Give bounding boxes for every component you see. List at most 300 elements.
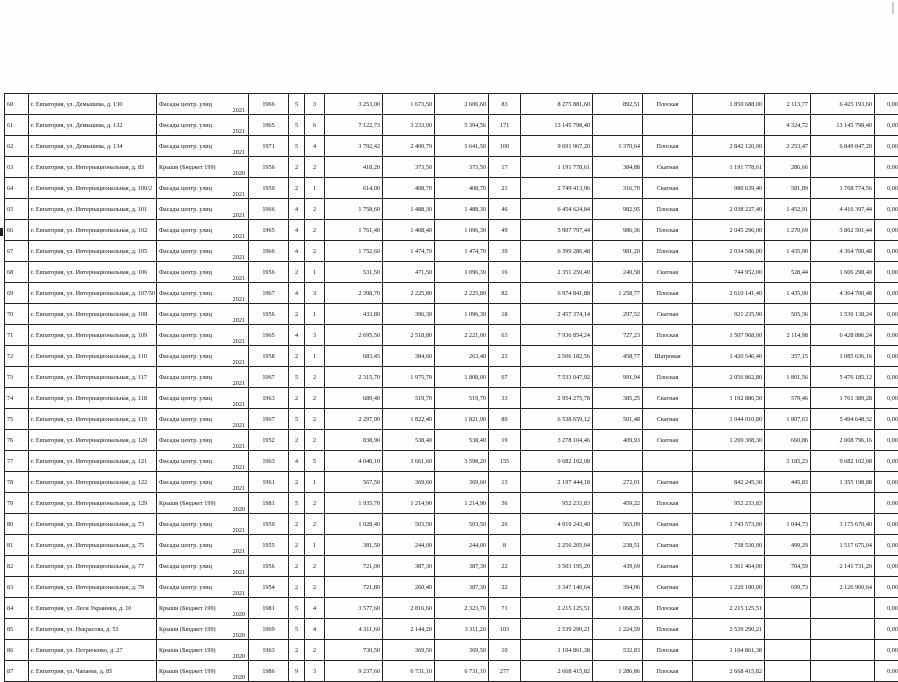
cell-unit-cost: 501,48 (593, 409, 643, 430)
cell-roof-cost: 1 104 861,38 (693, 640, 765, 661)
cell-year-built: 1956 (249, 262, 289, 283)
cell-row-number: 83 (5, 577, 29, 598)
program-year: 2021 (233, 212, 245, 219)
table-row (5, 199, 898, 220)
cell-living-area: 2 518,80 (383, 325, 435, 346)
program-year: 2021 (233, 527, 245, 534)
cell-work-type (157, 94, 249, 115)
cell-roof-type: Скатная (643, 535, 693, 556)
cell-residents: 100 (489, 136, 521, 157)
cell-entrances: 2 (305, 493, 325, 514)
cell-zero-value: 0,00 (875, 598, 898, 619)
cell-roof-area: 369,60 (435, 472, 489, 493)
cell-zero-value: 0,00 (875, 619, 898, 640)
cell-row-number: 68 (5, 262, 29, 283)
cell-year-built: 1956 (249, 556, 289, 577)
cell-floors: 5 (289, 367, 305, 388)
cell-year-built: 1959 (249, 178, 289, 199)
table-row (5, 556, 898, 577)
work-type-label: Фасады центр. улиц (159, 248, 246, 255)
cell-entrances: 2 (305, 514, 325, 535)
cell-roof-type: Плоская (643, 367, 693, 388)
cell-entrances: 2 (305, 157, 325, 178)
cell-living-area: 1 214,90 (383, 493, 435, 514)
cell-facade-cost: 2 126 960,64 (811, 577, 875, 598)
cell-roof-type: Скатная (643, 157, 693, 178)
cell-living-area: 471,50 (383, 262, 435, 283)
cell-work-type (157, 430, 249, 451)
cell-total-area: 1 028,40 (325, 514, 383, 535)
work-type-label: Крыши (Бюджет 199) (159, 500, 246, 507)
cell-roof-cost: 2 610 141,40 (693, 283, 765, 304)
cell-work-type (157, 346, 249, 367)
cell-roof-cost: 1 044 010,80 (693, 409, 765, 430)
cell-zero-value: 0,00 (875, 283, 898, 304)
cell-roof-area: 1 214,90 (435, 493, 489, 514)
cell-roof-cost: 2 045 296,00 (693, 220, 765, 241)
cell-row-number: 62 (5, 136, 29, 157)
cell-year-built: 1967 (249, 367, 289, 388)
cell-living-area: 387,30 (383, 556, 435, 577)
cell-unit-cost: 409,93 (593, 430, 643, 451)
table-row (5, 661, 898, 682)
cell-unit-cost (593, 115, 643, 136)
table-row (5, 640, 898, 661)
cell-total-area: 3 577,60 (325, 598, 383, 619)
work-type-label: Фасады центр. улиц (159, 353, 246, 360)
cell-floors: 4 (289, 325, 305, 346)
cell-roof-area: 3 311,20 (435, 619, 489, 640)
cell-total-cost: 2 197 444,18 (521, 472, 593, 493)
cell-residents: 19 (489, 430, 521, 451)
cell-address: г. Евпатория, ул. Интернациональная, д. 119 (29, 409, 157, 430)
cell-total-area: 614,00 (325, 178, 383, 199)
cell-zero-value: 0,00 (875, 115, 898, 136)
cell-facade-unit-cost: 579,46 (765, 388, 811, 409)
cell-work-type (157, 409, 249, 430)
table-row (5, 409, 898, 430)
cell-residents: 49 (489, 220, 521, 241)
cell-zero-value: 0,00 (875, 157, 898, 178)
cell-total-area: 1 935,70 (325, 493, 383, 514)
cell-roof-cost: 1 420 546,40 (693, 346, 765, 367)
cell-year-built: 1965 (249, 220, 289, 241)
cell-total-area: 2 695,50 (325, 325, 383, 346)
cell-living-area: 6 731,10 (383, 661, 435, 682)
cell-roof-area: 1 096,30 (435, 220, 489, 241)
work-type-label: Фасады центр. улиц (159, 542, 246, 549)
cell-address: г. Евпатория, ул. Леси Украинки, д. 10 (29, 598, 157, 619)
cell-address: г. Евпатория, ул. Интернациональная, д. 108 (29, 304, 157, 325)
cell-living-area: 2 144,20 (383, 619, 435, 640)
cell-roof-cost (693, 451, 765, 472)
work-type-label: Фасады центр. улиц (159, 101, 246, 108)
cell-year-built: 1958 (249, 346, 289, 367)
cell-roof-type: Плоская (643, 325, 693, 346)
cell-total-area: 531,50 (325, 262, 383, 283)
cell-unit-cost: 272,01 (593, 472, 643, 493)
cell-unit-cost: 385,25 (593, 388, 643, 409)
cell-total-area: 2 297,00 (325, 409, 383, 430)
cell-roof-type: Скатная (643, 178, 693, 199)
cell-roof-cost: 1 850 688,00 (693, 94, 765, 115)
cell-total-area: 3 253,00 (325, 94, 383, 115)
table-row (5, 304, 898, 325)
cell-living-area: 538,40 (383, 430, 435, 451)
cell-facade-unit-cost (765, 661, 811, 682)
cell-total-cost: 13 145 798,40 (521, 115, 593, 136)
cell-roof-cost: 2 539 290,21 (693, 619, 765, 640)
cell-residents: 10 (489, 640, 521, 661)
cell-year-built: 1966 (249, 199, 289, 220)
cell-entrances: 3 (305, 661, 325, 682)
work-type-label: Фасады центр. улиц (159, 290, 246, 297)
cell-row-number: 79 (5, 493, 29, 514)
cell-entrances: 2 (305, 241, 325, 262)
cell-work-type (157, 136, 249, 157)
program-year: 2020 (233, 611, 245, 618)
work-type-label: Фасады центр. улиц (159, 374, 246, 381)
table-row (5, 535, 898, 556)
cell-floors: 2 (289, 556, 305, 577)
cell-living-area: 408,70 (383, 178, 435, 199)
cell-roof-cost: 1 507 968,00 (693, 325, 765, 346)
table-row (5, 115, 898, 136)
cell-facade-cost: 2 008 796,16 (811, 430, 875, 451)
cell-roof-type: Плоская (643, 136, 693, 157)
cell-facade-cost: 1 768 774,56 (811, 178, 875, 199)
cell-total-cost: 1 191 778,61 (521, 157, 593, 178)
cell-work-type (157, 367, 249, 388)
cell-unit-cost: 892,51 (593, 94, 643, 115)
cell-roof-area: 538,40 (435, 430, 489, 451)
cell-row-number: 87 (5, 661, 29, 682)
cell-floors: 2 (289, 346, 305, 367)
cell-roof-area: 2 606,60 (435, 94, 489, 115)
cell-address: г. Евпатория, ул. Интернациональная, д. 83 (29, 157, 157, 178)
cell-work-type (157, 157, 249, 178)
cell-living-area: 2 400,79 (383, 136, 435, 157)
cell-living-area: 2 225,80 (383, 283, 435, 304)
cell-floors: 2 (289, 304, 305, 325)
table-row (5, 619, 898, 640)
cell-facade-unit-cost: 660,86 (765, 430, 811, 451)
cell-row-number: 77 (5, 451, 29, 472)
cell-facade-cost: 1 606 298,40 (811, 262, 875, 283)
cell-work-type (157, 535, 249, 556)
program-year: 2021 (233, 590, 245, 597)
cell-roof-cost: 921 235,90 (693, 304, 765, 325)
table-row (5, 577, 898, 598)
table-row (5, 514, 898, 535)
work-type-label: Фасады центр. улиц (159, 437, 246, 444)
cell-year-built: 1967 (249, 283, 289, 304)
cell-roof-area: 5 394,56 (435, 115, 489, 136)
cell-floors: 2 (289, 577, 305, 598)
cell-residents: 23 (489, 346, 521, 367)
cell-year-built: 1956 (249, 304, 289, 325)
cell-address: г. Евпатория, ул. Интернациональная, д. 129 (29, 493, 157, 514)
cell-address: г. Евпатория, ул. Интернациональная, д. 117 (29, 367, 157, 388)
cell-roof-type: Скатная (643, 262, 693, 283)
table-row (5, 346, 898, 367)
cell-living-area: 369,50 (383, 640, 435, 661)
cell-address: г. Евпатория, ул. Петриченко, д. 27 (29, 640, 157, 661)
cell-total-area: 418,20 (325, 157, 383, 178)
cell-total-area: 1 758,60 (325, 199, 383, 220)
cell-address: г. Евпатория, ул. Интернациональная, д. 120 (29, 430, 157, 451)
cell-work-type (157, 115, 249, 136)
cell-row-number: 75 (5, 409, 29, 430)
cell-living-area: 384,60 (383, 346, 435, 367)
cell-floors: 2 (289, 430, 305, 451)
program-year: 2021 (233, 107, 245, 114)
program-year: 2021 (233, 380, 245, 387)
cell-address: г. Евпатория, ул. Интернациональная, д. 109 (29, 325, 157, 346)
work-type-label: Фасады центр. улиц (159, 269, 246, 276)
cell-entrances: 2 (305, 430, 325, 451)
cell-roof-type: Скатная (643, 409, 693, 430)
cell-row-number: 78 (5, 472, 29, 493)
cell-roof-cost: 2 215 125,51 (693, 598, 765, 619)
cell-residents: 22 (489, 577, 521, 598)
cell-roof-type: Скатная (643, 430, 693, 451)
program-year: 2020 (233, 632, 245, 639)
cell-roof-type: Скатная (643, 556, 693, 577)
cell-unit-cost: 563,09 (593, 514, 643, 535)
cell-zero-value: 0,00 (875, 472, 898, 493)
cell-address: г. Евпатория, ул. Некрасова, д. 53 (29, 619, 157, 640)
cell-roof-area: 2 323,70 (435, 598, 489, 619)
cell-year-built: 1969 (249, 619, 289, 640)
cell-work-type (157, 493, 249, 514)
cell-address: г. Евпатория, ул. Интернациональная, д. 79 (29, 577, 157, 598)
cell-total-cost: 8 275 881,60 (521, 94, 593, 115)
cell-roof-type: Плоская (643, 661, 693, 682)
cell-unit-cost: 316,70 (593, 178, 643, 199)
table-row (5, 178, 898, 199)
work-type-label: Фасады центр. улиц (159, 584, 246, 591)
cell-address: г. Евпатория, ул. Интернациональная, д. 110 (29, 346, 157, 367)
cell-unit-cost: 981,20 (593, 241, 643, 262)
cell-living-area: 3 233,00 (383, 115, 435, 136)
cell-unit-cost: 1 224,59 (593, 619, 643, 640)
cell-entrances: 2 (305, 577, 325, 598)
cell-address: г. Евпатория, ул. Чапаева, д. 85 (29, 661, 157, 682)
cell-year-built: 1956 (249, 157, 289, 178)
cell-total-cost: 952 233,83 (521, 493, 593, 514)
cell-work-type (157, 661, 249, 682)
cell-floors: 4 (289, 283, 305, 304)
program-year: 2021 (233, 485, 245, 492)
cell-total-area: 721,80 (325, 577, 383, 598)
cell-residents: 36 (489, 493, 521, 514)
cell-zero-value: 0,00 (875, 661, 898, 682)
cell-entrances: 2 (305, 388, 325, 409)
cell-roof-area: 1 808,00 (435, 367, 489, 388)
cell-facade-cost: 1 085 636,16 (811, 346, 875, 367)
cell-address: г. Евпатория, ул. Демышева, д. 132 (29, 115, 157, 136)
cell-address: г. Евпатория, ул. Интернациональная, д. 121 (29, 451, 157, 472)
cell-total-area: 381,50 (325, 535, 383, 556)
cell-zero-value: 0,00 (875, 136, 898, 157)
cell-total-area: 7 122,73 (325, 115, 383, 136)
cell-work-type (157, 325, 249, 346)
cell-total-area: 9 237,60 (325, 661, 383, 682)
cell-residents: 22 (489, 556, 521, 577)
table-row (5, 493, 898, 514)
work-type-label: Фасады центр. улиц (159, 143, 246, 150)
work-type-label: Фасады центр. улиц (159, 395, 246, 402)
cell-total-area: 2 315,70 (325, 367, 383, 388)
cell-floors: 2 (289, 388, 305, 409)
program-year: 2021 (233, 275, 245, 282)
cell-facade-cost: 9 682 102,08 (811, 451, 875, 472)
cell-roof-area: 244,00 (435, 535, 489, 556)
register-table (4, 93, 898, 682)
cell-total-cost: 7 936 854,24 (521, 325, 593, 346)
cell-roof-area: 263,40 (435, 346, 489, 367)
cell-floors: 4 (289, 199, 305, 220)
work-type-label: Крыши (Бюджет 199) (159, 164, 246, 171)
program-year: 2021 (233, 548, 245, 555)
cell-year-built: 1963 (249, 388, 289, 409)
cell-row-number: 71 (5, 325, 29, 346)
cell-year-built: 1963 (249, 640, 289, 661)
program-year: 2021 (233, 233, 245, 240)
cell-residents: 71 (489, 598, 521, 619)
cell-total-area: 4 311,60 (325, 619, 383, 640)
cell-total-area: 3 792,42 (325, 136, 383, 157)
cell-facade-cost (811, 157, 875, 178)
cell-residents: 63 (489, 325, 521, 346)
cell-total-cost: 1 104 861,38 (521, 640, 593, 661)
cell-floors: 5 (289, 598, 305, 619)
cell-entrances: 1 (305, 304, 325, 325)
cell-work-type (157, 304, 249, 325)
cell-year-built: 1954 (249, 577, 289, 598)
cell-entrances: 1 (305, 346, 325, 367)
cell-living-area: 260,40 (383, 577, 435, 598)
cell-total-cost: 3 503 195,20 (521, 556, 593, 577)
cell-facade-cost: 3 175 670,40 (811, 514, 875, 535)
cell-year-built: 1981 (249, 493, 289, 514)
cell-row-number: 67 (5, 241, 29, 262)
cell-roof-type: Плоская (643, 94, 693, 115)
cell-residents: 103 (489, 619, 521, 640)
cell-row-number: 70 (5, 304, 29, 325)
cell-roof-area: 1 641,50 (435, 136, 489, 157)
cell-facade-cost: 1 355 198,88 (811, 472, 875, 493)
cell-address: г. Евпатория, ул. Интернациональная, д. 77 (29, 556, 157, 577)
cell-roof-area: 503,50 (435, 514, 489, 535)
cell-work-type (157, 262, 249, 283)
cell-floors: 4 (289, 220, 305, 241)
cell-living-area: 1 408,40 (383, 220, 435, 241)
cell-residents: 26 (489, 514, 521, 535)
cell-row-number: 61 (5, 115, 29, 136)
program-year: 2021 (233, 422, 245, 429)
cell-living-area: 2 816,60 (383, 598, 435, 619)
cell-roof-type: Скатная (643, 514, 693, 535)
cell-entrances: 2 (305, 367, 325, 388)
table-row (5, 157, 898, 178)
cell-unit-cost: 532,83 (593, 640, 643, 661)
cell-work-type (157, 514, 249, 535)
cell-entrances: 4 (305, 598, 325, 619)
cell-total-cost: 7 533 047,92 (521, 367, 593, 388)
cell-total-cost: 2 506 182,56 (521, 346, 593, 367)
cell-facade-cost: 4 364 700,48 (811, 283, 875, 304)
cell-living-area: 369,60 (383, 472, 435, 493)
cell-residents: 67 (489, 367, 521, 388)
cell-work-type (157, 598, 249, 619)
cell-roof-cost (693, 115, 765, 136)
cell-facade-cost: 5 476 185,12 (811, 367, 875, 388)
cell-row-number: 84 (5, 598, 29, 619)
cell-roof-cost: 980 639,40 (693, 178, 765, 199)
cell-facade-unit-cost: 2 253,47 (765, 136, 811, 157)
cell-facade-unit-cost: 1 270,69 (765, 220, 811, 241)
cell-roof-cost: 744 952,00 (693, 262, 765, 283)
cell-facade-cost: 2 141 731,20 (811, 556, 875, 577)
cell-roof-type: Плоская (643, 199, 693, 220)
cell-facade-cost: 4 416 397,44 (811, 199, 875, 220)
work-type-label: Крыши (Бюджет 199) (159, 626, 246, 633)
cell-unit-cost: 982,95 (593, 199, 643, 220)
work-type-label: Фасады центр. улиц (159, 479, 246, 486)
program-year: 2020 (233, 170, 245, 177)
cell-address: г. Евпатория, ул. Интернациональная, д. 118 (29, 388, 157, 409)
cell-total-cost: 5 907 797,44 (521, 220, 593, 241)
cell-total-area: 689,40 (325, 388, 383, 409)
cell-total-area: 730,50 (325, 640, 383, 661)
work-type-label: Крыши (Бюджет 199) (159, 605, 246, 612)
cell-zero-value: 0,00 (875, 451, 898, 472)
cell-total-area: 1 752,60 (325, 241, 383, 262)
cell-row-number: 69 (5, 283, 29, 304)
cell-roof-type: Плоская (643, 598, 693, 619)
cell-entrances: 2 (305, 199, 325, 220)
cell-living-area: 244,00 (383, 535, 435, 556)
cell-total-cost: 2 749 413,96 (521, 178, 593, 199)
table-row (5, 220, 898, 241)
cell-year-built: 1952 (249, 430, 289, 451)
cell-residents: 171 (489, 115, 521, 136)
table-row (5, 325, 898, 346)
cell-roof-area: 369,50 (435, 640, 489, 661)
cell-roof-cost: 738 530,00 (693, 535, 765, 556)
cell-residents: 18 (489, 304, 521, 325)
cell-roof-type: Плоская (643, 283, 693, 304)
work-type-label: Фасады центр. улиц (159, 122, 246, 129)
cell-facade-unit-cost (765, 619, 811, 640)
cell-facade-unit-cost: 3 185,23 (765, 451, 811, 472)
cell-row-number: 81 (5, 535, 29, 556)
cell-roof-area: 373,50 (435, 157, 489, 178)
cell-zero-value: 0,00 (875, 577, 898, 598)
cell-roof-area: 387,30 (435, 577, 489, 598)
cell-residents: 33 (489, 388, 521, 409)
cell-facade-unit-cost (765, 640, 811, 661)
cell-address: г. Евпатория, ул. Интернациональная, д. 106 (29, 262, 157, 283)
cell-roof-cost: 1 192 886,50 (693, 388, 765, 409)
cell-zero-value: 0,00 (875, 388, 898, 409)
cell-residents: 82 (489, 283, 521, 304)
cell-floors: 5 (289, 493, 305, 514)
cell-facade-cost (811, 640, 875, 661)
cell-roof-area: 1 096,30 (435, 262, 489, 283)
